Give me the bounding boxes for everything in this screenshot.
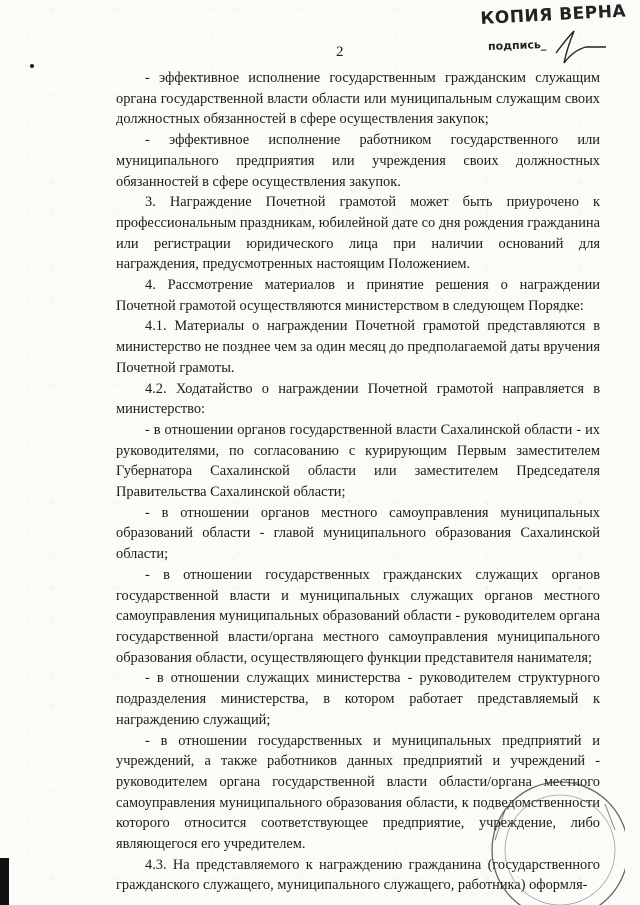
paragraph: - в отношении служащих министерства - руководителем структурного подразделения министерства, в котором работает представляемый к награждению служащий; xyxy=(116,670,600,728)
paragraph: - в отношении государственных гражданских служащих органов государственной власти и муниципальных служащих органов местного самоуправления муниципальных образований области - руководителем органа государственной власти/органа местного самоуправления муниципального образования области, осуществляющего функции представителя нанимателя; xyxy=(116,566,600,666)
paragraph: 4.3. На представляемого к награждению гражданина (государственного гражданского служащего, муниципального служащего, работника) оформля- xyxy=(116,856,600,894)
paragraph: - в отношении государственных и муниципальных предприятий и учреждений, а также работников данных предприятий и учреждений - руководителем органа государственной власти области/органа местного самоуправления муниципального образования области, к подведомственности которого относится соответствующее предприятие, учреждение, либо являющегося его учредителем. xyxy=(116,732,600,853)
signature-mark xyxy=(478,9,628,69)
paragraph: 3. Награждение Почетной грамотой может быть приурочено к профессиональным праздникам, юбилейной дате со дня рождения гражданина или регистрации юридического лица при наличии оснований для награждения, предусмотренных настоящим Положением. xyxy=(116,194,600,273)
paragraph: 4.2. Ходатайство о награждении Почетной грамотой направляется в министерство: xyxy=(116,380,600,418)
paragraph: - в отношении органов государственной власти Сахалинской области - их руководителями, по согласованию с курирующим Первым заместителем Губернатора Сахалинской области или заместителем Председателя Правительства Сахалинской области; xyxy=(116,421,600,501)
binding-edge-mark xyxy=(0,858,9,905)
stamp-copy-label: КОПИЯ ВЕРНА xyxy=(480,1,627,29)
paragraph: - эффективное исполнение работником государственного или муниципального предприятия или учреждения своих должностных обязанностей в сфере осуществления закупок. xyxy=(116,132,600,190)
certified-copy-stamp xyxy=(478,1,628,69)
round-seal xyxy=(455,770,625,905)
page-number: 2 xyxy=(336,44,344,60)
paragraph: 4. Рассмотрение материалов и принятие решения о награждении Почетной грамотой осуществляются министерством в следующем Порядке: xyxy=(116,277,600,314)
paragraph: - в отношении органов местного самоуправления муниципальных образований области - главой муниципального образования Сахалинской области; xyxy=(116,504,600,563)
scan-dot xyxy=(30,64,34,68)
paragraph: 4.1. Материалы о награждении Почетной грамотой представляются в министерство не позднее чем за один месяц до предполагаемой даты вручения Почетной грамоты. xyxy=(116,318,600,376)
stamp-sign-label: подпись_ xyxy=(487,37,547,54)
paragraph: - эффективное исполнение государственным гражданским служащим органа государственной власти области или муниципальным служащим своих должностных обязанностей в сфере осуществления закупок; xyxy=(116,70,600,128)
